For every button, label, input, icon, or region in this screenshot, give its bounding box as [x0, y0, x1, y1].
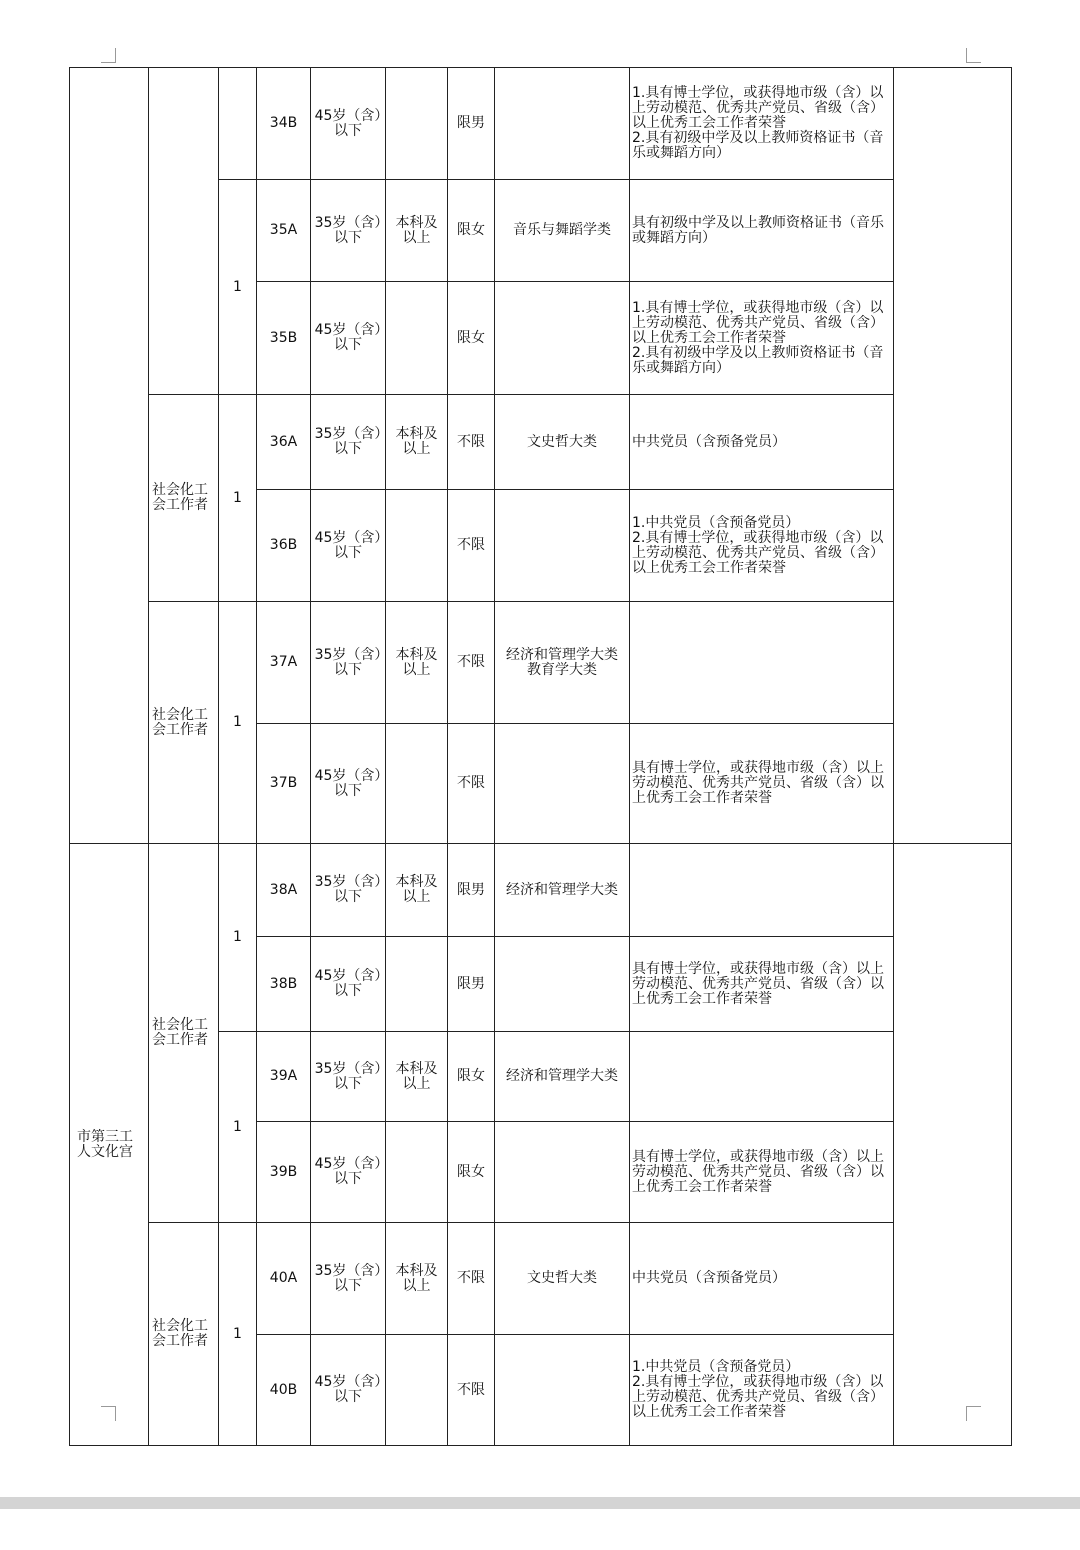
- count-cell: [219, 68, 257, 180]
- gender-cell: 限男: [448, 68, 495, 180]
- age-cell: 45岁（含）以下: [311, 68, 386, 180]
- education-cell: [386, 1122, 448, 1223]
- code-cell: 37A: [257, 602, 311, 724]
- education-cell: 本科及以上: [386, 844, 448, 937]
- major-cell: 经济和管理学大类: [495, 844, 630, 937]
- recruitment-table: [69, 67, 1012, 1446]
- table-row: [70, 602, 1012, 724]
- count-cell: 1: [219, 602, 257, 844]
- major-cell: [495, 68, 630, 180]
- major-cell: [495, 1122, 630, 1223]
- code-cell: 38B: [257, 937, 311, 1032]
- gender-cell: 不限: [448, 724, 495, 844]
- code-cell: 40B: [257, 1335, 311, 1446]
- crop-mark-top-left: [101, 48, 116, 63]
- age-cell: 45岁（含）以下: [311, 490, 386, 602]
- education-cell: 本科及以上: [386, 1032, 448, 1122]
- page-bottom-bar: [0, 1497, 1080, 1509]
- code-cell: 35B: [257, 282, 311, 395]
- major-cell: [495, 724, 630, 844]
- remark-cell: [894, 68, 1012, 844]
- requirement-cell: [630, 844, 894, 937]
- major-cell: [495, 282, 630, 395]
- age-cell: 35岁（含）以下: [311, 180, 386, 282]
- requirement-cell: 具有博士学位，或获得地市级（含）以上劳动模范、优秀共产党员、省级（含）以上优秀工会工作者荣誉: [630, 1122, 894, 1223]
- position-name-cell: 社会化工会工作者: [149, 844, 219, 1223]
- gender-cell: 不限: [448, 602, 495, 724]
- gender-cell: 不限: [448, 1335, 495, 1446]
- education-cell: 本科及以上: [386, 180, 448, 282]
- count-cell: 1: [219, 1223, 257, 1446]
- education-cell: [386, 1335, 448, 1446]
- education-cell: 本科及以上: [386, 1223, 448, 1335]
- requirement-cell: 具有博士学位，或获得地市级（含）以上劳动模范、优秀共产党员、省级（含）以上优秀工会工作者荣誉: [630, 937, 894, 1032]
- code-cell: 36A: [257, 395, 311, 490]
- count-cell: 1: [219, 180, 257, 395]
- code-cell: 35A: [257, 180, 311, 282]
- requirement-cell: 1.中共党员（含预备党员） 2.具有博士学位，或获得地市级（含）以上劳动模范、优秀共产党员、省级（含）以上优秀工会工作者荣誉: [630, 490, 894, 602]
- position-name-cell: 社会化工会工作者: [149, 395, 219, 602]
- age-cell: 35岁（含）以下: [311, 844, 386, 937]
- count-cell: 1: [219, 1032, 257, 1223]
- major-cell: 文史哲大类: [495, 395, 630, 490]
- gender-cell: 不限: [448, 1223, 495, 1335]
- remark-cell: [894, 844, 1012, 1446]
- gender-cell: 限女: [448, 180, 495, 282]
- crop-mark-top-right: [966, 48, 981, 63]
- major-cell: 音乐与舞蹈学类: [495, 180, 630, 282]
- major-cell: 经济和管理学大类 教育学大类: [495, 602, 630, 724]
- count-cell: 1: [219, 395, 257, 602]
- age-cell: 45岁（含）以下: [311, 282, 386, 395]
- gender-cell: 限女: [448, 1032, 495, 1122]
- major-cell: 文史哲大类: [495, 1223, 630, 1335]
- major-cell: 经济和管理学大类: [495, 1032, 630, 1122]
- education-cell: [386, 490, 448, 602]
- education-cell: [386, 724, 448, 844]
- code-cell: 37B: [257, 724, 311, 844]
- age-cell: 35岁（含）以下: [311, 1223, 386, 1335]
- count-cell: 1: [219, 844, 257, 1032]
- code-cell: 40A: [257, 1223, 311, 1335]
- education-cell: [386, 282, 448, 395]
- major-cell: [495, 937, 630, 1032]
- code-cell: 36B: [257, 490, 311, 602]
- age-cell: 35岁（含）以下: [311, 395, 386, 490]
- requirement-cell: 1.具有博士学位，或获得地市级（含）以上劳动模范、优秀共产党员、省级（含）以上优秀工会工作者荣誉 2.具有初级中学及以上教师资格证书（音乐或舞蹈方向）: [630, 68, 894, 180]
- requirement-cell: 具有初级中学及以上教师资格证书（音乐或舞蹈方向）: [630, 180, 894, 282]
- requirement-cell: 1.具有博士学位，或获得地市级（含）以上劳动模范、优秀共产党员、省级（含）以上优秀工会工作者荣誉 2.具有初级中学及以上教师资格证书（音乐或舞蹈方向）: [630, 282, 894, 395]
- gender-cell: 限男: [448, 844, 495, 937]
- age-cell: 45岁（含）以下: [311, 1335, 386, 1446]
- age-cell: 45岁（含）以下: [311, 1122, 386, 1223]
- gender-cell: 不限: [448, 395, 495, 490]
- table-row: [70, 1223, 1012, 1335]
- education-cell: [386, 937, 448, 1032]
- position-name-cell: 社会化工会工作者: [149, 1223, 219, 1446]
- age-cell: 45岁（含）以下: [311, 937, 386, 1032]
- requirement-cell: [630, 1032, 894, 1122]
- position-name-cell: [149, 68, 219, 395]
- major-cell: [495, 490, 630, 602]
- gender-cell: 不限: [448, 490, 495, 602]
- age-cell: 45岁（含）以下: [311, 724, 386, 844]
- code-cell: 39A: [257, 1032, 311, 1122]
- table-row: [70, 395, 1012, 490]
- code-cell: 34B: [257, 68, 311, 180]
- code-cell: 38A: [257, 844, 311, 937]
- education-cell: 本科及以上: [386, 395, 448, 490]
- gender-cell: 限女: [448, 1122, 495, 1223]
- unit-name-cell: [70, 68, 149, 844]
- gender-cell: 限男: [448, 937, 495, 1032]
- table-row: [70, 844, 1012, 937]
- major-cell: [495, 1335, 630, 1446]
- requirement-cell: 中共党员（含预备党员）: [630, 1223, 894, 1335]
- table-row: [70, 68, 1012, 180]
- gender-cell: 限女: [448, 282, 495, 395]
- requirement-cell: 1.中共党员（含预备党员） 2.具有博士学位，或获得地市级（含）以上劳动模范、优秀共产党员、省级（含）以上优秀工会工作者荣誉: [630, 1335, 894, 1446]
- age-cell: 35岁（含）以下: [311, 1032, 386, 1122]
- education-cell: 本科及以上: [386, 602, 448, 724]
- age-cell: 35岁（含）以下: [311, 602, 386, 724]
- position-name-cell: 社会化工会工作者: [149, 602, 219, 844]
- requirement-cell: [630, 602, 894, 724]
- education-cell: [386, 68, 448, 180]
- requirement-cell: 具有博士学位，或获得地市级（含）以上劳动模范、优秀共产党员、省级（含）以上优秀工会工作者荣誉: [630, 724, 894, 844]
- unit-name-cell: 市第三工人文化宫: [70, 844, 149, 1446]
- code-cell: 39B: [257, 1122, 311, 1223]
- requirement-cell: 中共党员（含预备党员）: [630, 395, 894, 490]
